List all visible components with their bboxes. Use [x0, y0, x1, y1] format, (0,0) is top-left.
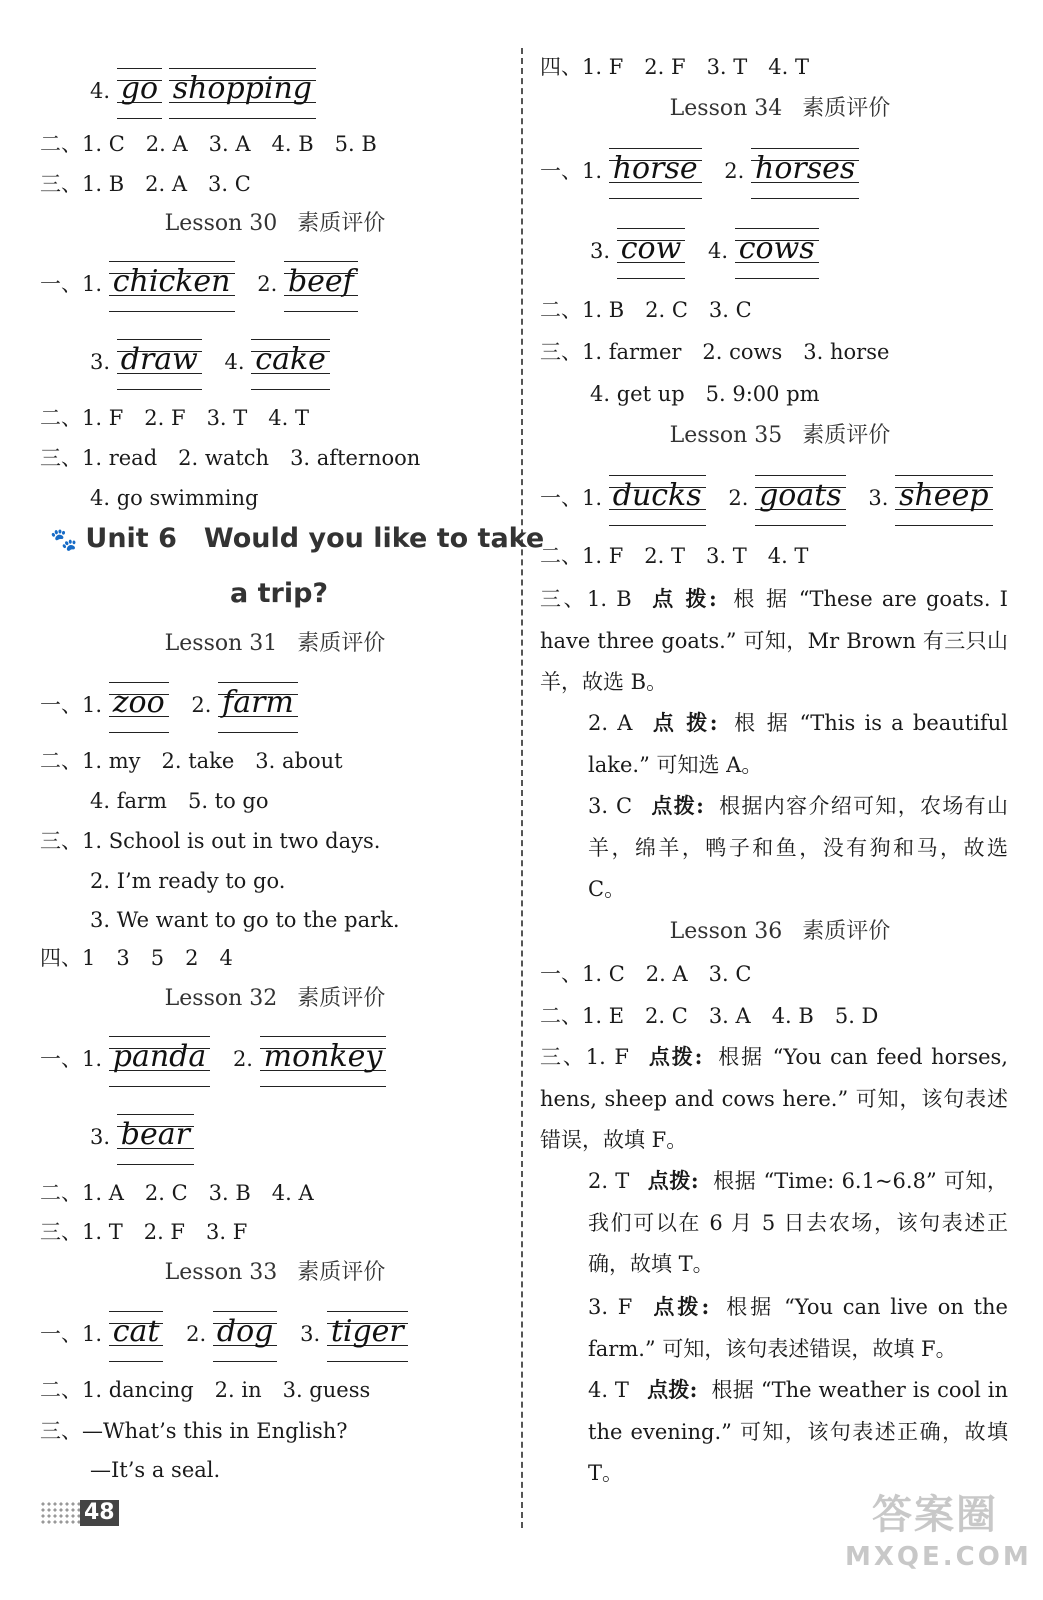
- lesson31-section3-a: 三、1. School is out in two days.: [40, 829, 381, 853]
- page-number: 48: [80, 1500, 119, 1526]
- lesson31-heading: Lesson 31 素质评价: [164, 631, 386, 656]
- lesson33-section3-b: —It’s a seal.: [90, 1458, 221, 1482]
- handwriting-word: monkey: [260, 1030, 387, 1088]
- handwriting-word: horse: [609, 142, 702, 200]
- handwriting-word: zoo: [109, 676, 169, 734]
- lesson34-section2: 二、1. B 2. C 3. C: [540, 298, 752, 322]
- handwriting-word: shopping: [169, 62, 316, 120]
- handwriting-word: farm: [218, 676, 298, 734]
- lesson33-heading: Lesson 33 素质评价: [164, 1260, 386, 1285]
- handwriting-word: ducks: [609, 469, 706, 527]
- lesson36-section3-item2: 2. T 点拨: 根据 “Time: 6.1~6.8” 可知，我们可以在 6 月 5 日去农场，该句表述正确，故填 T。: [588, 1168, 1008, 1276]
- lesson30-heading: Lesson 30 素质评价: [164, 211, 386, 236]
- handwriting-word: cow: [617, 222, 686, 280]
- lesson35-section2: 二、1. F 2. T 3. T 4. T: [540, 544, 809, 568]
- handwriting-word: dog: [213, 1305, 277, 1363]
- lesson36-section3-item4: 4. T 点拨: 根据 “The weather is cool in the evening.” 可知，该句表述正确，故填 T。: [588, 1377, 1008, 1485]
- lesson36-section3-item1: 三、1. F 点拨: 根据 “You can feed horses, hens, sheep and cows here.” 可知，该句表述错误，故填 F。: [540, 1044, 1008, 1152]
- lesson30-section1-row2: 3. draw 4. cake: [90, 333, 330, 391]
- lesson31-section3-c: 3. We want to go to the park.: [90, 908, 400, 932]
- lesson29-section2: 二、1. C 2. A 3. A 4. B 5. B: [40, 132, 377, 156]
- unit6-title: 🐾 Unit 6 Would you like to take: [50, 523, 545, 554]
- lesson36-heading: Lesson 36 素质评价: [669, 919, 891, 944]
- lesson35-section3-item1: 三、1. B 点 拨: 根 据 “These are goats. I have three goats.” 可知，Mr Brown 有三只山羊，故选 B。: [540, 586, 1008, 694]
- lesson33-section4: 四、1. F 2. F 3. T 4. T: [540, 55, 810, 79]
- lesson35-section3-item2: 2. A 点 拨: 根 据 “This is a beautiful lake.” 可知选 A。: [588, 710, 1008, 777]
- lesson33-section3-a: 三、—What’s this in English?: [40, 1419, 348, 1443]
- lesson31-section2-b: 4. farm 5. to go: [90, 789, 269, 813]
- lesson32-section2: 二、1. A 2. C 3. B 4. A: [40, 1181, 314, 1205]
- lesson29-item4: 4. go shopping: [90, 62, 316, 120]
- lesson29-section3: 三、1. B 2. A 3. C: [40, 172, 251, 196]
- lesson35-section3-item3: 3. C 点拨: 根据内容介绍可知，农场有山羊，绵羊，鸭子和鱼，没有狗和马，故选 C。: [588, 793, 1008, 901]
- paw-icon: 🐾: [50, 528, 78, 553]
- lesson34-section3-a: 三、1. farmer 2. cows 3. horse: [540, 340, 890, 364]
- lesson36-section1: 一、1. C 2. A 3. C: [540, 962, 752, 986]
- handwriting-word: chicken: [109, 255, 235, 313]
- lesson36-section3-item3: 3. F 点拨: 根据 “You can live on the farm.” 可知，该句表述错误，故填 F。: [588, 1294, 1008, 1361]
- lesson31-section2-a: 二、1. my 2. take 3. about: [40, 749, 343, 773]
- lesson34-section1-row1: 一、1. horse 2. horses: [540, 142, 859, 200]
- lesson32-heading: Lesson 32 素质评价: [164, 986, 386, 1011]
- unit6-title-cont: a trip?: [230, 578, 329, 609]
- lesson34-section3-b: 4. get up 5. 9:00 pm: [590, 382, 820, 406]
- lesson33-section1: 一、1. cat 2. dog 3. tiger: [40, 1305, 408, 1363]
- lesson31-section3-b: 2. I’m ready to go.: [90, 869, 286, 893]
- handwriting-word: bear: [117, 1108, 194, 1166]
- column-divider: [521, 48, 523, 1528]
- lesson34-section1-row2: 3. cow 4. cows: [590, 222, 819, 280]
- site-watermark: 答案圈 MXQE.COM: [845, 1492, 1032, 1572]
- lesson35-heading: Lesson 35 素质评价: [669, 423, 891, 448]
- handwriting-word: tiger: [327, 1305, 408, 1363]
- handwriting-word: cake: [251, 333, 330, 391]
- handwriting-word: beef: [284, 255, 358, 313]
- lesson35-section1: 一、1. ducks 2. goats 3. sheep: [540, 469, 993, 527]
- page-footer: [40, 1500, 119, 1526]
- lesson32-section3: 三、1. T 2. F 3. F: [40, 1220, 248, 1244]
- handwriting-word: cows: [735, 222, 819, 280]
- lesson33-section2: 二、1. dancing 2. in 3. guess: [40, 1378, 371, 1402]
- lesson31-section4: 四、1 3 5 2 4: [40, 946, 233, 970]
- lesson31-section1: 一、1. zoo 2. farm: [40, 676, 298, 734]
- lesson34-heading: Lesson 34 素质评价: [669, 96, 891, 121]
- handwriting-word: panda: [109, 1030, 211, 1088]
- lesson32-section1-row2: 3. bear: [90, 1108, 194, 1166]
- dot-pattern-icon: [40, 1501, 80, 1525]
- handwriting-word: draw: [117, 333, 202, 391]
- handwriting-word: go: [117, 62, 162, 120]
- lesson30-section3-a: 三、1. read 2. watch 3. afternoon: [40, 446, 421, 470]
- handwriting-word: goats: [755, 469, 846, 527]
- handwriting-word: cat: [109, 1305, 164, 1363]
- handwriting-word: sheep: [895, 469, 992, 527]
- handwriting-word: horses: [751, 142, 859, 200]
- lesson30-section3-b: 4. go swimming: [90, 486, 259, 510]
- lesson30-section2: 二、1. F 2. F 3. T 4. T: [40, 406, 310, 430]
- lesson36-section2: 二、1. E 2. C 3. A 4. B 5. D: [540, 1004, 879, 1028]
- lesson30-section1-row1: 一、1. chicken 2. beef: [40, 255, 358, 313]
- lesson32-section1-row1: 一、1. panda 2. monkey: [40, 1030, 386, 1088]
